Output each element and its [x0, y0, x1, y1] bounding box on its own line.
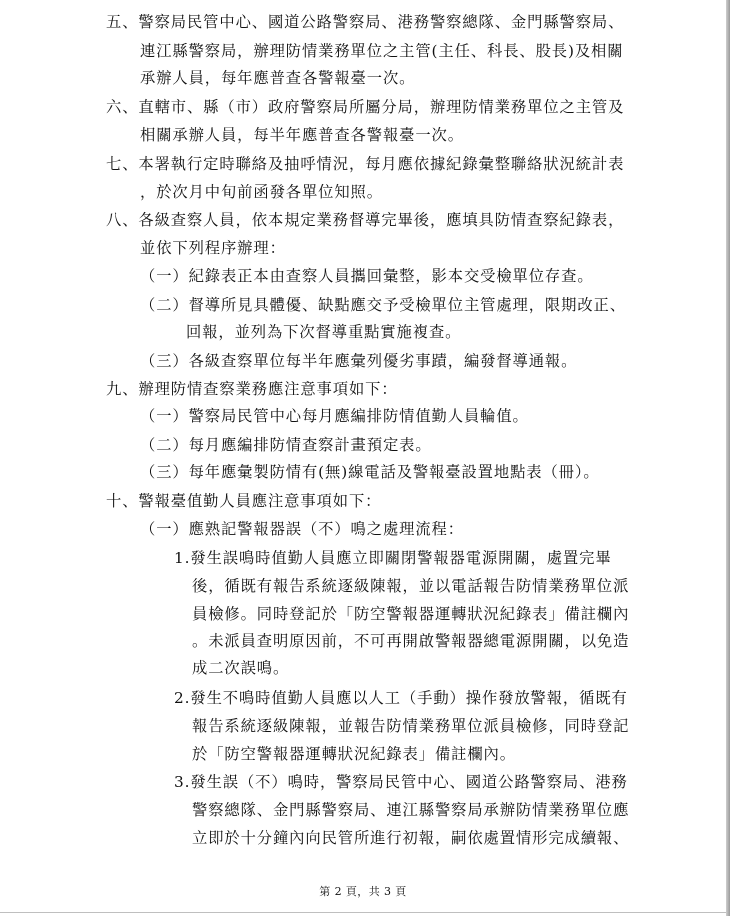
page-number: 第 2 頁，共 3 頁 [319, 885, 407, 898]
text-line: 六、直轄市、縣（市）政府警察局所屬分局，辦理防情業務單位之主管及 [106, 98, 625, 116]
text-line: （二）督導所見具體優、缺點應交予受檢單位主管處理，限期改正、 [140, 296, 626, 314]
text-line: 承辦人員，每年應普查各警報臺一次。 [140, 69, 416, 87]
text-line: 於「防空警報器運轉狀況紀錄表」備註欄內。 [192, 745, 516, 763]
text-line: 五、警察局民管中心、國道公路警察局、港務警察總隊、金門縣警察局、 [106, 13, 625, 31]
text-line: （二）每月應編排防情查察計畫預定表。 [140, 436, 432, 454]
text-line: 2.發生不鳴時值勤人員應以人工（手動）操作發放警報，循既有 [174, 689, 628, 707]
text-line: （三）各級查察單位每半年應彙列優劣事蹟，編發督導通報。 [140, 352, 578, 370]
text-line: 員檢修。同時登記於「防空警報器運轉狀況紀錄表」備註欄內 [192, 605, 630, 623]
text-line: 成二次誤鳴。 [192, 659, 290, 677]
text-line: 十、警報臺值勤人員應注意事項如下： [106, 492, 382, 510]
text-line: （一）應熟記警報器誤（不）鳴之處理流程： [140, 520, 464, 538]
text-line: （一）警察局民管中心每月應編排防情值勤人員輪值。 [140, 407, 529, 425]
text-line: 3.發生誤（不）鳴時，警察局民管中心、國道公路警察局、港務 [174, 773, 628, 791]
text-line: 回報，並列為下次督導重點實施複查。 [186, 323, 462, 341]
text-line: 連江縣警察局，辦理防情業務單位之主管(主任、科長、股長)及相關 [140, 42, 624, 60]
text-line: 七、本署執行定時聯絡及抽呼情況，每月應依據紀錄彙整聯絡狀況統計表 [106, 155, 625, 173]
text-line: ，於次月中旬前函發各單位知照。 [140, 183, 383, 201]
text-line: 八、各級查察人員，依本規定業務督導完畢後，應填具防情查察紀錄表， [106, 211, 625, 229]
text-line: 警察總隊、金門縣警察局、連江縣警察局承辦防情業務單位應 [192, 801, 630, 819]
text-line: 1.發生誤鳴時值勤人員應立即關閉警報器電源開關，處置完畢 [174, 549, 612, 567]
text-line: 。未派員查明原因前，不可再開啟警報器總電源開關，以免造 [192, 632, 630, 650]
page-edge-shadow [726, 0, 730, 916]
text-line: 並依下列程序辦理： [140, 239, 286, 257]
text-line: 後，循既有報告系統逐級陳報，並以電話報告防情業務單位派 [192, 577, 630, 595]
text-line: （三）每年應彙製防情有(無)線電話及警報臺設置地點表（冊）。 [140, 463, 600, 481]
text-line: 報告系統逐級陳報，並報告防情業務單位派員檢修，同時登記 [192, 717, 630, 735]
text-line: 九、辦理防情查察業務應注意事項如下： [106, 380, 398, 398]
text-line: （一）紀錄表正本由查察人員攜回彙整，影本交受檢單位存查。 [140, 267, 594, 285]
text-line: 相關承辦人員，每半年應普查各警報臺一次。 [140, 126, 464, 144]
text-line: 立即於十分鐘內向民管所進行初報，嗣依處置情形完成續報、 [192, 829, 630, 847]
